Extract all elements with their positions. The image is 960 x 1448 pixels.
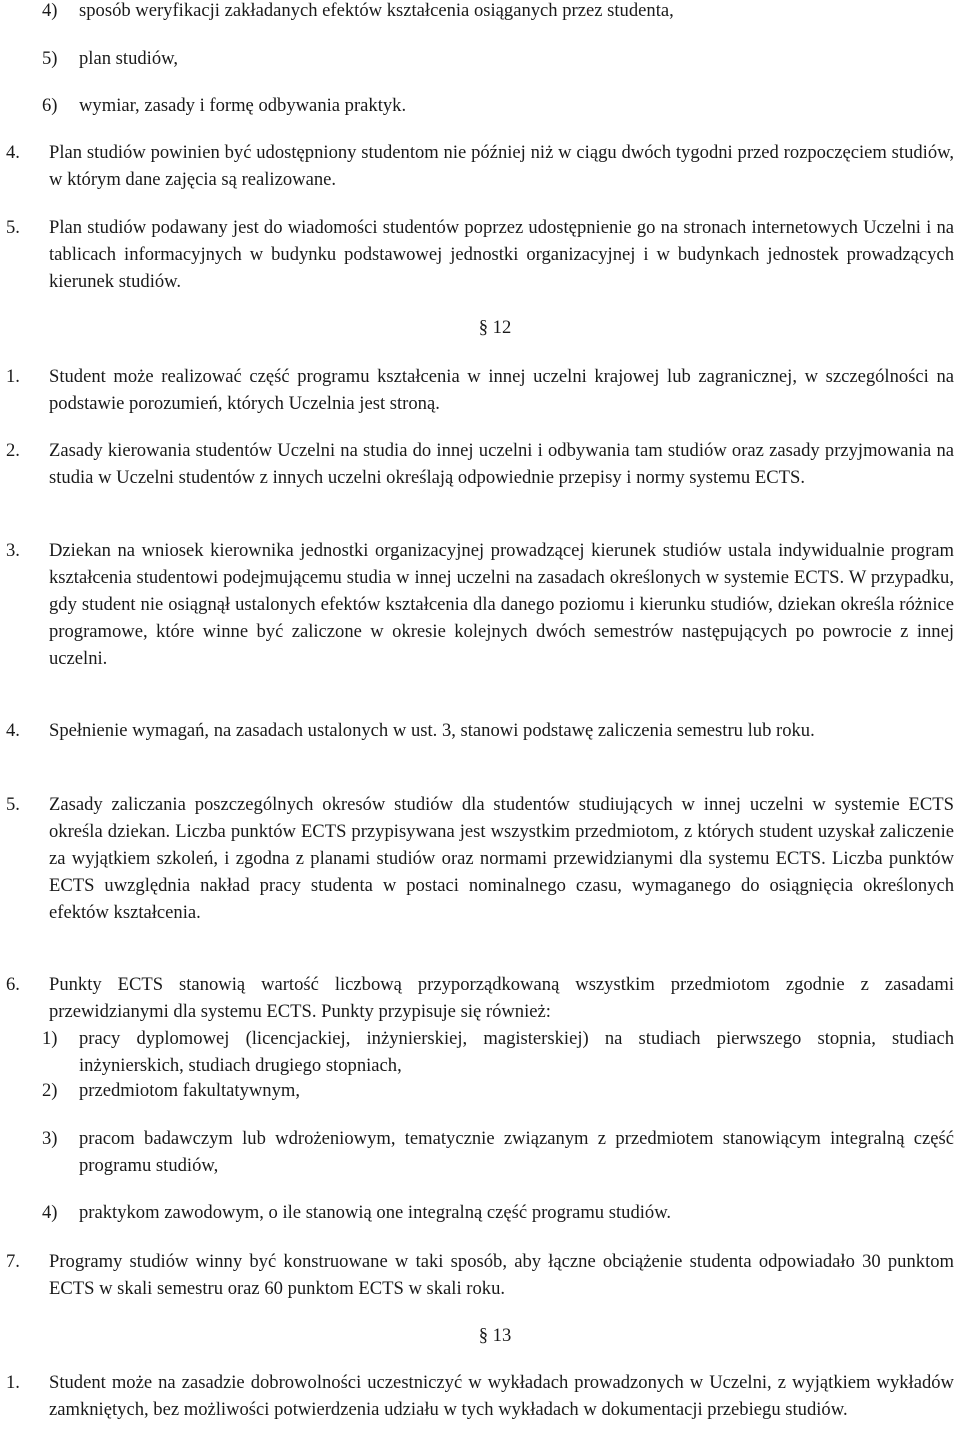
list-item (0, 1199, 954, 1226)
paragraph-number: 1. (6, 1372, 20, 1393)
item-text: sposób weryfikacji zakładanych efektów kształcenia osiąganych przez studenta, (79, 0, 674, 21)
paragraph-number: 2. (6, 440, 20, 461)
list-item (0, 0, 954, 24)
list-item (0, 1125, 954, 1179)
item-text: plan studiów, (79, 48, 178, 69)
paragraph (0, 1369, 954, 1423)
paragraph-text: Spełnienie wymagań, na zasadach ustalonych w ust. 3, stanowi podstawę zaliczenia semestru lub roku. (49, 720, 815, 741)
paragraph-number: 1. (6, 366, 20, 387)
paragraph-text: Student może na zasadzie dobrowolności uczestniczyć w wykładach prowadzonych w Uczelni, z wyjątkiem wykładów zamkniętych, bez możliwości potwierdzenia udziału w tych wykładach w dokumentacji przebiegu studiów. (49, 1372, 954, 1420)
paragraph (0, 214, 954, 295)
item-text: praktykom zawodowym, o ile stanowią one integralną część programu studiów. (79, 1202, 672, 1223)
paragraph (0, 971, 954, 1025)
paragraph-number: 5. (6, 794, 20, 815)
paragraph (0, 437, 954, 491)
list-item (0, 92, 954, 119)
paragraph-text: Plan studiów podawany jest do wiadomości studentów poprzez udostępnienie go na stronach internetowych Uczelni i na tablicach informacyjnych w budynku podstawowej jednostki organizacyjnej i w budynkach jednostek prowadzących kierunek studiów. (49, 217, 954, 292)
paragraph-number: 3. (6, 540, 20, 561)
list-item (0, 1077, 954, 1104)
section-heading: § 13 (478, 1325, 512, 1346)
paragraph-number: 4. (6, 720, 20, 741)
item-number: 2) (42, 1080, 58, 1101)
paragraph-text: Zasady kierowania studentów Uczelni na studia do innej uczelni i odbywania tam studiów oraz zasady przyjmowania na studia w Uczelni studentów z innych uczelni określają odpowiednie przepisy i normy systemu ECTS. (49, 440, 954, 488)
item-text: wymiar, zasady i formę odbywania praktyk. (79, 95, 407, 116)
paragraph-text: Programy studiów winny być konstruowane w taki sposób, aby łączne obciążenie studenta odpowiadało 30 punktom ECTS w skali semestru oraz 60 punktom ECTS w skali roku. (49, 1251, 954, 1299)
paragraph (0, 537, 954, 672)
section-heading: § 12 (478, 317, 512, 338)
paragraph-number: 6. (6, 974, 20, 995)
item-number: 6) (42, 95, 58, 116)
paragraph-number: 4. (6, 142, 20, 163)
paragraph (0, 791, 954, 926)
paragraph-text: Punkty ECTS stanowią wartość liczbową przyporządkowaną wszystkim przedmiotom zgodnie z zasadami przewidzianymi dla systemu ECTS. Punkty przypisuje się również: (49, 974, 954, 1022)
paragraph-number: 7. (6, 1251, 20, 1272)
paragraph (0, 717, 954, 744)
item-number: 3) (42, 1128, 58, 1149)
item-text: przedmiotom fakultatywnym, (79, 1080, 301, 1101)
item-number: 4) (42, 0, 58, 21)
item-number: 5) (42, 48, 58, 69)
paragraph-text: Zasady zaliczania poszczególnych okresów studiów dla studentów studiujących w innej uczelni w systemie ECTS określa dziekan. Liczba punktów ECTS przypisywana jest wszystkim przedmiotom, z których student uzyskał zaliczenie za wyjątkiem szkoleń, i zgodna z planami studiów oraz normami przewidzianymi dla systemu ECTS. Liczba punktów ECTS uwzględnia nakład pracy studenta w postaci nominalnego czasu, wymaganego do osiągnięcia określonych efektów kształcenia. (49, 794, 954, 923)
list-item (0, 1025, 954, 1079)
item-number: 4) (42, 1202, 58, 1223)
paragraph (0, 363, 954, 417)
item-text: pracom badawczym lub wdrożeniowym, tematycznie związanym z przedmiotem stanowiącym integralną część programu studiów, (79, 1128, 954, 1176)
paragraph-text: Student może realizować część programu kształcenia w innej uczelni krajowej lub zagranicznej, w szczególności na podstawie porozumień, których Uczelnia jest stroną. (49, 366, 954, 414)
paragraph (0, 1248, 954, 1302)
paragraph-text: Dziekan na wniosek kierownika jednostki organizacyjnej prowadzącej kierunek studiów ustala indywidualnie program kształcenia studentowi podejmującemu studia w innej uczelni na zasadach określonych w systemie ECTS. W przypadku, gdy student nie osiągnął ustalonych efektów kształcenia dla danego poziomu i kierunku studiów, dziekan określa różnice programowe, które winne być zaliczone w okresie kolejnych dwóch semestrów następujących po powrocie z innej uczelni. (49, 540, 954, 669)
list-item (0, 45, 954, 72)
paragraph (0, 139, 954, 193)
item-text: pracy dyplomowej (licencjackiej, inżynierskiej, magisterskiej) na studiach pierwszego stopnia, studiach inżynierskich, studiach drugiego stopniach, (79, 1028, 954, 1076)
paragraph-number: 5. (6, 217, 20, 238)
paragraph-text: Plan studiów powinien być udostępniony studentom nie później niż w ciągu dwóch tygodni przed rozpoczęciem studiów, w którym dane zajęcia są realizowane. (49, 142, 954, 190)
item-number: 1) (42, 1028, 58, 1049)
